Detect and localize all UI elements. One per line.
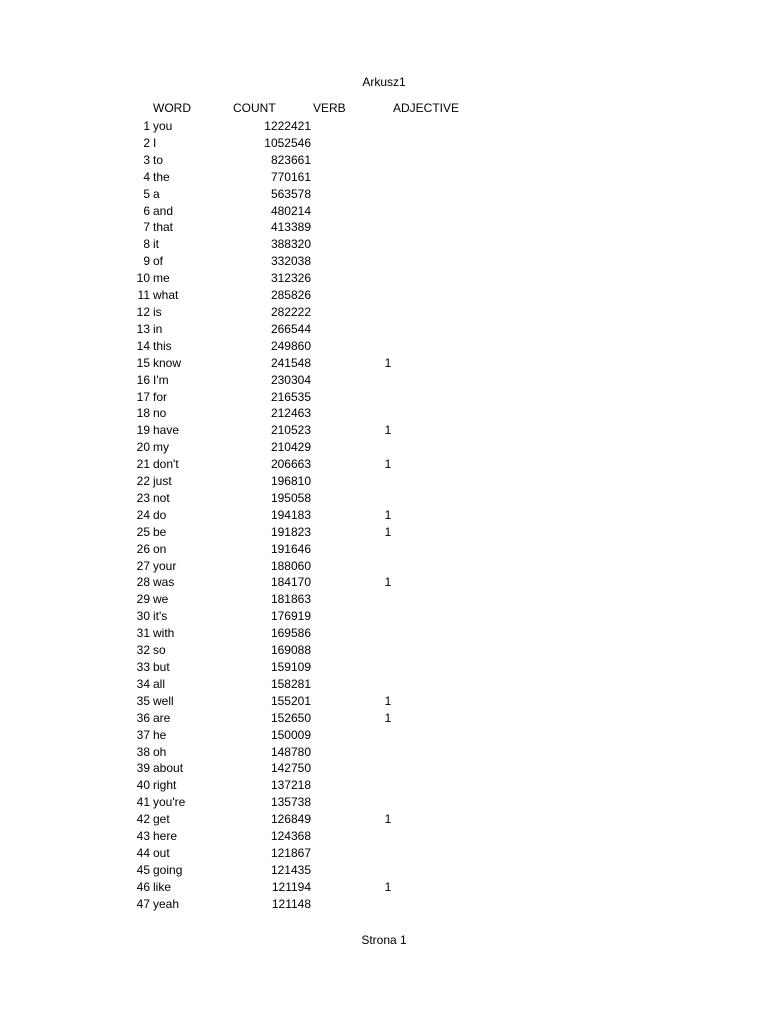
table-row xyxy=(0,574,768,591)
table-row xyxy=(0,676,768,693)
row-number: 37 xyxy=(136,727,150,742)
count-cell: 191823 xyxy=(270,524,311,539)
row-number: 3 xyxy=(143,152,150,167)
word-cell: me xyxy=(153,271,170,286)
word-cell: was xyxy=(153,575,175,590)
sheet-title: Arkusz1 xyxy=(362,75,406,89)
count-cell: 332038 xyxy=(270,254,311,269)
row-number: 2 xyxy=(143,135,150,150)
count-cell: 194183 xyxy=(270,507,311,522)
row-number: 39 xyxy=(136,761,150,776)
adjective-cell: 1 xyxy=(384,423,392,438)
word-cell: so xyxy=(153,643,166,658)
count-cell: 188060 xyxy=(270,558,311,573)
count-cell: 159109 xyxy=(270,660,311,674)
word-cell: what xyxy=(153,288,179,303)
row-number: 15 xyxy=(136,355,150,370)
word-cell: I xyxy=(153,135,157,150)
word-cell: here xyxy=(153,829,178,844)
count-cell: 413389 xyxy=(270,220,311,235)
count-cell: 124368 xyxy=(270,829,311,844)
word-cell: have xyxy=(153,423,180,438)
count-cell: 312326 xyxy=(270,271,311,286)
count-cell: 126849 xyxy=(270,812,311,827)
count-cell: 135738 xyxy=(270,795,311,810)
count-cell: 137218 xyxy=(270,778,311,793)
adjective-cell: 1 xyxy=(384,355,392,370)
count-cell: 181863 xyxy=(270,592,311,607)
word-cell: of xyxy=(153,254,164,269)
table-row xyxy=(0,321,768,338)
count-cell: 121148 xyxy=(271,896,311,911)
count-cell: 206663 xyxy=(270,457,311,472)
word-cell: a xyxy=(153,186,160,201)
table-row xyxy=(0,760,768,777)
adjective-cell: 1 xyxy=(384,507,392,522)
count-cell: 266544 xyxy=(270,321,311,336)
count-cell: 148780 xyxy=(270,744,311,759)
word-cell: no xyxy=(153,406,167,421)
row-number: 33 xyxy=(136,660,150,674)
row-number: 22 xyxy=(136,474,150,489)
word-cell: he xyxy=(153,727,167,742)
row-number: 35 xyxy=(136,693,150,708)
table-row xyxy=(0,287,768,304)
row-number: 1 xyxy=(143,119,150,133)
row-number: 8 xyxy=(143,237,150,252)
row-number: 28 xyxy=(136,575,150,590)
word-cell: yeah xyxy=(153,896,180,911)
row-number: 40 xyxy=(136,778,150,793)
word-table xyxy=(0,118,768,913)
count-cell: 155201 xyxy=(270,693,311,708)
row-number: 21 xyxy=(136,457,150,472)
count-cell: 282222 xyxy=(270,304,311,319)
count-cell: 142750 xyxy=(270,761,311,776)
count-cell: 152650 xyxy=(270,710,311,725)
table-row xyxy=(0,186,768,203)
table-row xyxy=(0,777,768,794)
count-cell: 230304 xyxy=(270,372,311,387)
table-row xyxy=(0,845,768,862)
word-cell: this xyxy=(153,338,172,353)
header-count: COUNT xyxy=(233,101,276,115)
word-cell: for xyxy=(153,389,168,404)
count-cell: 195058 xyxy=(270,490,311,505)
table-row xyxy=(0,169,768,186)
table-row xyxy=(0,659,768,676)
count-cell: 823661 xyxy=(270,152,311,167)
adjective-cell: 1 xyxy=(384,457,392,472)
row-number: 26 xyxy=(136,541,150,556)
word-cell: with xyxy=(153,626,175,641)
word-cell: are xyxy=(153,710,171,725)
count-cell: 150009 xyxy=(270,727,311,742)
adjective-cell: 1 xyxy=(384,812,392,827)
adjective-cell: 1 xyxy=(384,710,392,725)
word-cell: but xyxy=(153,660,170,674)
word-cell: your xyxy=(153,558,177,573)
table-row xyxy=(0,389,768,406)
row-number: 6 xyxy=(143,203,150,218)
row-number: 7 xyxy=(143,220,150,235)
word-cell: that xyxy=(153,220,174,235)
row-number: 31 xyxy=(136,626,150,641)
count-cell: 563578 xyxy=(270,186,311,201)
row-number: 42 xyxy=(136,812,150,827)
page-footer: Strona 1 xyxy=(361,933,407,947)
table-row xyxy=(0,456,768,473)
row-number: 9 xyxy=(143,254,150,269)
table-row xyxy=(0,591,768,608)
word-cell: it's xyxy=(153,609,168,624)
word-cell: we xyxy=(153,592,169,607)
row-number: 13 xyxy=(136,321,150,336)
table-row xyxy=(0,558,768,575)
count-cell: 158281 xyxy=(270,676,311,691)
count-cell: 770161 xyxy=(270,169,311,184)
row-number: 44 xyxy=(136,845,150,860)
table-row xyxy=(0,507,768,524)
row-number: 10 xyxy=(136,271,150,286)
adjective-cell: 1 xyxy=(384,879,392,894)
word-cell: well xyxy=(153,693,174,708)
row-number: 32 xyxy=(136,643,150,658)
header-adjective: ADJECTIVE xyxy=(393,101,460,115)
table-row xyxy=(0,473,768,490)
row-number: 17 xyxy=(136,389,150,404)
word-cell: know xyxy=(153,355,182,370)
row-number: 4 xyxy=(143,169,150,184)
word-cell: you're xyxy=(153,795,186,810)
row-number: 46 xyxy=(136,879,150,894)
word-cell: is xyxy=(153,304,162,319)
row-number: 34 xyxy=(136,676,150,691)
row-number: 41 xyxy=(136,795,150,810)
word-cell: all xyxy=(153,676,166,691)
table-row xyxy=(0,828,768,845)
row-number: 12 xyxy=(136,304,150,319)
word-cell: do xyxy=(153,507,167,522)
table-row xyxy=(0,355,768,372)
table-row xyxy=(0,135,768,152)
table-row xyxy=(0,794,768,811)
row-number: 20 xyxy=(136,440,150,455)
word-cell: get xyxy=(153,812,170,827)
row-number: 16 xyxy=(136,372,150,387)
word-cell: on xyxy=(153,541,167,556)
count-cell: 121194 xyxy=(271,879,311,894)
count-cell: 191646 xyxy=(270,541,311,556)
count-cell: 249860 xyxy=(270,338,311,353)
row-number: 18 xyxy=(136,406,150,421)
table-row xyxy=(0,625,768,642)
row-number: 25 xyxy=(136,524,150,539)
word-cell: don't xyxy=(153,457,179,472)
adjective-cell: 1 xyxy=(384,524,392,539)
row-number: 36 xyxy=(136,710,150,725)
row-number: 5 xyxy=(143,186,150,201)
table-row xyxy=(0,862,768,879)
row-number: 19 xyxy=(136,423,150,438)
table-row xyxy=(0,524,768,541)
count-cell: 184170 xyxy=(270,575,311,590)
table-row xyxy=(0,372,768,389)
table-row xyxy=(0,608,768,625)
row-number: 27 xyxy=(136,558,150,573)
table-row xyxy=(0,879,768,896)
table-row xyxy=(0,304,768,321)
count-cell: 241548 xyxy=(270,355,311,370)
header-word: WORD xyxy=(153,101,191,115)
word-cell: you xyxy=(153,119,173,133)
word-cell: be xyxy=(153,524,167,539)
table-row xyxy=(0,490,768,507)
word-cell: to xyxy=(153,152,164,167)
table-row xyxy=(0,541,768,558)
table-row xyxy=(0,422,768,439)
table-row xyxy=(0,405,768,422)
count-cell: 196810 xyxy=(270,474,311,489)
row-number: 29 xyxy=(136,592,150,607)
word-cell: going xyxy=(153,862,183,877)
table-row xyxy=(0,744,768,761)
count-cell: 169088 xyxy=(270,643,311,658)
table-row xyxy=(0,693,768,710)
count-cell: 121435 xyxy=(270,862,311,877)
table-row xyxy=(0,896,768,913)
adjective-cell: 1 xyxy=(384,575,392,590)
row-number: 47 xyxy=(136,896,150,911)
word-cell: about xyxy=(153,761,184,776)
word-cell: right xyxy=(153,778,177,793)
word-cell: the xyxy=(153,169,170,184)
count-cell: 480214 xyxy=(270,203,311,218)
row-number: 30 xyxy=(136,609,150,624)
count-cell: 169586 xyxy=(270,626,311,641)
table-row xyxy=(0,439,768,456)
table-row xyxy=(0,236,768,253)
row-number: 24 xyxy=(136,507,150,522)
count-cell: 388320 xyxy=(270,237,311,252)
table-row xyxy=(0,811,768,828)
word-cell: not xyxy=(153,490,170,505)
table-row xyxy=(0,203,768,220)
count-cell: 1052546 xyxy=(264,135,311,150)
word-cell: oh xyxy=(153,744,167,759)
row-number: 14 xyxy=(136,338,150,353)
count-cell: 121867 xyxy=(270,845,311,860)
table-row xyxy=(0,253,768,270)
table-row xyxy=(0,642,768,659)
table-row xyxy=(0,727,768,744)
column-header-row xyxy=(0,101,768,116)
count-cell: 216535 xyxy=(270,389,311,404)
table-row xyxy=(0,219,768,236)
word-cell: I'm xyxy=(153,372,169,387)
count-cell: 212463 xyxy=(270,406,311,421)
count-cell: 210429 xyxy=(270,440,311,455)
count-cell: 210523 xyxy=(270,423,311,438)
word-cell: like xyxy=(153,879,172,894)
word-cell: just xyxy=(153,474,172,489)
word-cell: and xyxy=(153,203,174,218)
row-number: 38 xyxy=(136,744,150,759)
count-cell: 1222421 xyxy=(264,119,311,133)
word-cell: out xyxy=(153,845,170,860)
adjective-cell: 1 xyxy=(384,693,392,708)
row-number: 43 xyxy=(136,829,150,844)
count-cell: 176919 xyxy=(270,609,311,624)
table-row xyxy=(0,270,768,287)
header-verb: VERB xyxy=(313,101,346,115)
count-cell: 285826 xyxy=(270,288,311,303)
table-row xyxy=(0,152,768,169)
word-cell: my xyxy=(153,440,169,455)
row-number: 23 xyxy=(136,490,150,505)
table-row xyxy=(0,710,768,727)
row-number: 11 xyxy=(137,288,150,303)
row-number: 45 xyxy=(136,862,150,877)
word-cell: it xyxy=(153,237,159,252)
table-row xyxy=(0,118,768,135)
table-row xyxy=(0,338,768,355)
word-cell: in xyxy=(153,321,163,336)
